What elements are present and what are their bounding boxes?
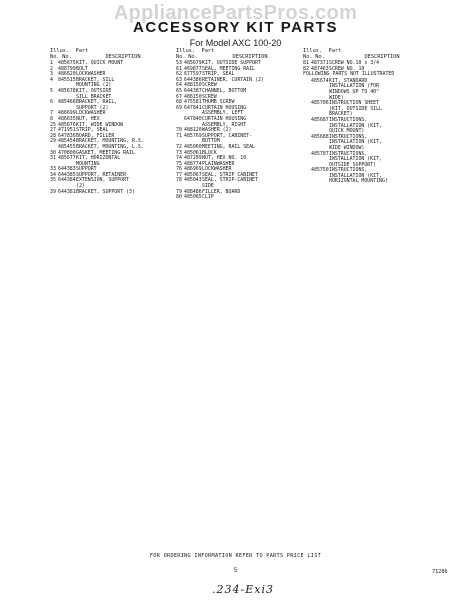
part-description: CLIP <box>202 194 214 201</box>
part-description: STRIP, SEAL <box>202 71 235 78</box>
part-description: (2) <box>76 183 85 190</box>
part-number: 485061 <box>184 149 202 156</box>
part-description: WIDE WINDOW) <box>329 144 365 151</box>
column-header-line1: Illus. Part <box>50 48 89 54</box>
illus-number: 8 <box>50 115 53 122</box>
part-description: SEAL, MEETING RAIL <box>202 65 255 72</box>
part-description: MOUNTING <box>76 160 100 167</box>
parts-column-1 <box>50 48 170 195</box>
part-number: 486635 <box>58 115 76 122</box>
part-number: 487289 <box>184 155 202 162</box>
part-description: QUICK MOUNT) <box>329 128 365 135</box>
illus-number: 76 <box>176 166 182 173</box>
part-number: 485466 <box>58 99 76 106</box>
illus-number: 64 <box>176 82 182 89</box>
illus-number: 74 <box>176 155 182 162</box>
part-number: 488486 <box>184 188 202 195</box>
part-description: MEETING, RAIL SEAL <box>202 143 255 150</box>
header-description: DESCRIPTION <box>105 54 141 60</box>
illus-number: 78 <box>176 177 182 184</box>
illus-number: 62 <box>176 71 182 78</box>
part-number: 470800 <box>58 149 76 156</box>
part-number: 644387 <box>184 87 202 94</box>
watermark-text: AppliancePartsPros.com <box>113 2 358 24</box>
part-description: INSTALLATION (KIT, <box>329 172 382 179</box>
handwritten-annotation: .234-Exi3 <box>212 583 274 596</box>
part-number: 647841 <box>184 104 202 111</box>
part-number: 485677 <box>58 155 76 162</box>
parts-list <box>50 61 170 195</box>
part-number: 845515 <box>58 76 76 83</box>
part-description: INSTALLATION (KIT, <box>329 122 382 129</box>
header-description: DESCRIPTION <box>364 54 400 60</box>
part-number: 469877 <box>184 65 202 72</box>
illus-number: 6 <box>50 99 53 106</box>
part-number: 644381 <box>58 188 76 195</box>
part-number: 488150 <box>184 93 202 100</box>
part-description: INSTRUCTIONS, <box>329 116 368 123</box>
part-number: 486699 <box>58 110 76 117</box>
part-description: BRACKET, MOUNTING, R.S. <box>76 138 144 145</box>
part-description: SUPPORT <box>76 166 97 173</box>
part-number: 644386 <box>184 76 202 83</box>
illus-number: 75 <box>176 160 182 167</box>
part-description: INSTRUCTIONS, <box>329 133 368 140</box>
illus-number: 53 <box>176 60 182 66</box>
parts-row <box>303 179 435 185</box>
part-description: (KIT, OUTSIDE SILL <box>329 105 382 112</box>
part-description: HORIZONTAL MOUNTING) <box>329 178 388 185</box>
part-number: 485455 <box>58 143 76 150</box>
part-description: WASHER (2) <box>202 127 232 134</box>
part-number: 485750 <box>311 167 329 174</box>
part-number: 647840 <box>184 115 202 122</box>
part-number: 647836 <box>58 132 76 139</box>
part-description: SUPPORT, RETAINER <box>76 171 127 178</box>
part-description: KIT, HORIZONTAL <box>76 155 121 162</box>
illus-number: 68 <box>176 99 182 106</box>
illus-number: 71 <box>176 132 182 139</box>
header-illus-no: No. <box>303 54 313 60</box>
part-description: SUPPORT (2) <box>76 104 109 111</box>
part-number: 485707 <box>311 150 329 157</box>
part-description: ASSEMBLY, RIGHT <box>202 121 247 128</box>
column-header-line1: Illus. Part <box>176 48 215 54</box>
part-number: 485688 <box>311 133 329 140</box>
illus-number: 30 <box>50 149 56 156</box>
part-description: MOUNTING (2) <box>76 82 112 89</box>
illus-number: 82 <box>303 65 309 72</box>
part-description: INSTRUCTIONS, <box>329 150 368 157</box>
part-description: SEAL, STRIP CABINET <box>202 171 258 178</box>
part-description: CURTAIN HOUSING <box>202 115 247 122</box>
part-number: 485454 <box>58 138 76 145</box>
part-description: SIDE <box>202 183 214 190</box>
illus-number: 1 <box>50 60 53 66</box>
illus-number: 4 <box>50 76 53 83</box>
part-description: INSTRUCTIONS, <box>329 167 368 174</box>
part-number: 677597 <box>184 71 202 78</box>
illus-number: 72 <box>176 143 182 150</box>
header-part-no: No. <box>315 54 325 60</box>
illus-number: 63 <box>176 76 182 83</box>
column-header-line1: Illus. Part <box>303 48 342 54</box>
parts-list <box>176 61 298 201</box>
illus-number: 27 <box>50 127 56 134</box>
illus-number: 77 <box>176 171 182 178</box>
part-description: KIT, QUICK MOUNT <box>76 60 124 66</box>
part-description: BLOCK <box>202 149 217 156</box>
illus-number: 61 <box>176 65 182 72</box>
part-number: 488120 <box>184 127 202 134</box>
parts-column-2 <box>176 48 298 201</box>
part-description: SCREW NO. 10 <box>329 65 365 72</box>
part-number: 485674 <box>311 77 329 84</box>
part-description: SEAL, STRIP-CABINET <box>202 177 258 184</box>
page-title: ACCESSORY KIT PARTS <box>133 19 338 36</box>
part-number: 485043 <box>184 177 202 184</box>
part-number <box>311 179 329 185</box>
parts-column-3 <box>303 48 435 185</box>
header-part-no: No. <box>62 54 72 60</box>
part-number: 488774 <box>184 160 202 167</box>
illus-number: 65 <box>176 87 182 94</box>
page-number: 5 <box>233 567 238 574</box>
part-number: 487463 <box>311 65 329 72</box>
model-subtitle: For Model AXC 100-20 <box>189 38 282 48</box>
part-description: LOCKWASHER <box>202 166 232 173</box>
part-number: 644383 <box>58 166 76 173</box>
part-description: BOLT <box>76 65 88 72</box>
parts-list-not-illustrated <box>303 79 435 185</box>
part-description: WINDOWS UP TO 40" <box>329 88 380 95</box>
part-number: 485675 <box>58 60 76 66</box>
illus-number: 31 <box>50 155 56 162</box>
illus-number: 39 <box>50 188 56 195</box>
illus-number: 67 <box>176 93 182 100</box>
part-description: ASSEMBLY, LEFT <box>202 110 244 117</box>
not-illustrated-note: FOLLOWING PARTS NOT ILLUSTRATED <box>303 71 395 78</box>
document-code: 71286 <box>432 569 448 575</box>
part-description: CURTAIN HOUSING <box>202 104 247 111</box>
part-description: SCREW NO.10 x 3/4 <box>329 60 380 66</box>
ordering-footer: FOR ORDERING INFORMATION REFER TO PARTS PRICE LIST <box>149 553 322 559</box>
part-number: 488150 <box>184 82 202 89</box>
part-description: LOCKWASHER <box>76 71 106 78</box>
part-number: 485676 <box>58 121 76 128</box>
part-description: SCREW <box>202 82 217 89</box>
part-number: 485679 <box>184 60 202 66</box>
part-description: BRACKET, RAIL, <box>76 99 118 106</box>
part-description: BOARD, FILLER <box>76 132 115 139</box>
header-illus-no: No. <box>50 54 60 60</box>
part-number: 485706 <box>311 100 329 107</box>
part-description: SUPPORT, CABINET- <box>202 132 253 139</box>
part-description: KIT, WIDE WINDOW <box>76 121 124 128</box>
part-description: EXTENSION, SUPPORT <box>76 177 129 184</box>
part-number: 471951 <box>58 127 76 134</box>
illus-number: 79 <box>176 188 182 195</box>
parts-row <box>50 190 170 196</box>
illus-number: 81 <box>303 60 309 66</box>
part-description: BRACKET, SILL <box>76 76 115 83</box>
part-number: 644384 <box>58 177 76 184</box>
part-description: BRACKET, SUPPORT (3) <box>76 188 135 195</box>
illus-number <box>303 179 311 185</box>
part-number: 644385 <box>58 171 76 178</box>
parts-row <box>176 195 298 201</box>
part-description: NUT, HEX NO. 10 <box>202 155 247 162</box>
part-description: NUT, HEX <box>76 115 100 122</box>
part-description: GASKET, MEETING RAIL <box>76 149 135 156</box>
part-number: 485678 <box>58 87 76 94</box>
part-number: 488790 <box>58 65 76 72</box>
part-description: FILLER, BOARD <box>202 188 241 195</box>
part-number: 487371 <box>311 60 329 66</box>
part-description: BRACKET) <box>329 111 353 118</box>
illus-number: 73 <box>176 149 182 156</box>
part-description: LOCKWASHER <box>76 110 106 117</box>
part-description: SILL BRACKET <box>76 93 112 100</box>
part-number: 486620 <box>58 71 76 78</box>
part-description: INSTALLATION (KIT, <box>329 139 382 146</box>
illus-number: 80 <box>176 194 182 201</box>
part-description: RETAINER, CURTAIN (2) <box>202 76 264 83</box>
part-description: INSTALLATION (FOR <box>329 83 380 90</box>
part-number: 485687 <box>311 116 329 123</box>
part-description: STRIP, SEAL <box>76 127 109 134</box>
illus-number: 29 <box>50 138 56 145</box>
part-description: KIT, STANDARD <box>329 77 368 84</box>
illus-number: 69 <box>176 104 182 111</box>
part-description: WIDE) <box>329 94 344 101</box>
header-description: DESCRIPTION <box>232 54 268 60</box>
part-description: INSTRUCTION SHEET <box>329 100 380 107</box>
illus-number: 25 <box>50 121 56 128</box>
part-number: 486969 <box>184 166 202 173</box>
illus-number: 5 <box>50 87 53 94</box>
part-description: KIT, OUTSIDE <box>76 87 112 94</box>
part-description: BOTTOM <box>202 138 220 145</box>
illus-number: 2 <box>50 65 53 72</box>
part-description: INSTALLATION (KIT, <box>329 156 382 163</box>
part-number: 485065 <box>184 194 202 201</box>
illus-number: 34 <box>50 171 56 178</box>
illus-number: 35 <box>50 177 56 184</box>
part-description: SCREW <box>202 93 217 100</box>
header-part-no: No. <box>188 54 198 60</box>
part-description: PLAINWASHER <box>202 160 235 167</box>
part-number: 485060 <box>184 143 202 150</box>
part-number: 485067 <box>184 171 202 178</box>
illus-number: 33 <box>50 166 56 173</box>
part-description: BRACKET, MOUNTING, L.S. <box>76 143 144 150</box>
part-description: OUTSIDE SUPPORT) <box>329 161 377 168</box>
illus-number: 7 <box>50 110 53 117</box>
part-description: KIT, OUTSIDE SUPPORT <box>202 60 261 66</box>
illus-number: 28 <box>50 132 56 139</box>
part-description: CHANNEL, BOTTOM <box>202 87 247 94</box>
part-number: 475581 <box>184 99 202 106</box>
header-illus-no: No. <box>176 54 186 60</box>
part-number: 485769 <box>184 132 202 139</box>
illus-number: 70 <box>176 127 182 134</box>
part-description: THUMB SCREW <box>202 99 235 106</box>
illus-number: 3 <box>50 71 53 78</box>
